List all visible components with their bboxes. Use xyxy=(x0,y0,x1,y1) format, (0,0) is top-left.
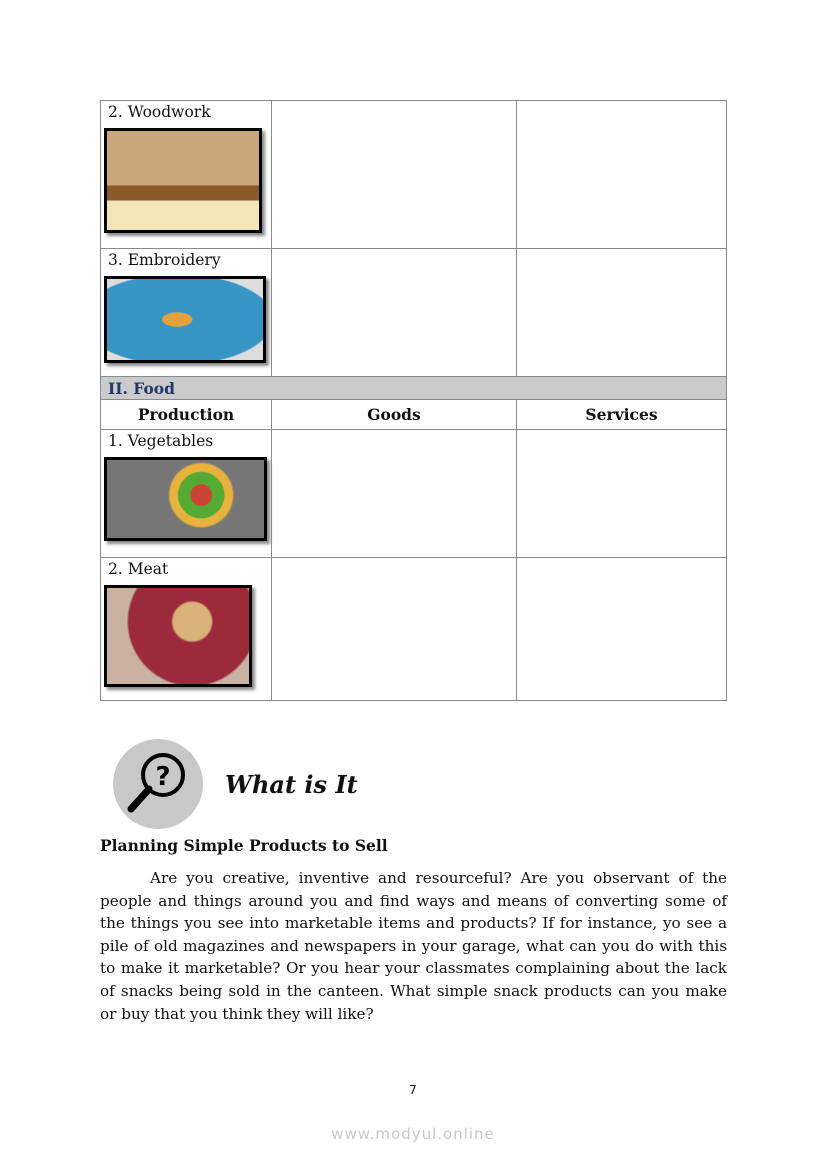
header-services: Services xyxy=(517,400,727,430)
magnifier-question-icon xyxy=(113,739,203,829)
page-number: 7 xyxy=(409,1083,417,1097)
production-cell xyxy=(101,101,272,249)
row-label: 2. Meat xyxy=(108,560,169,578)
production-table xyxy=(100,100,727,701)
goods-cell xyxy=(272,249,517,377)
section-heading: What is It xyxy=(225,770,358,799)
goods-cell xyxy=(272,101,517,249)
services-cell xyxy=(517,558,727,701)
table-row xyxy=(101,558,727,701)
services-cell xyxy=(517,249,727,377)
row-label: 3. Embroidery xyxy=(108,251,221,269)
production-cell xyxy=(101,430,272,558)
row-label: 1. Vegetables xyxy=(108,432,214,450)
vegetables-image xyxy=(104,457,267,541)
meat-image xyxy=(104,585,252,687)
body-paragraph: Are you creative, inventive and resourceful? Are you observant of the people and things around you and find ways and means of converting some of the things you see into marketable items and products? If for instance, yo see a pile of old magazines and newspapers in your garage, what can you do with this to make it marketable? Or you hear your classmates complaining about the lack of snacks being sold in the canteen. What simple snack products can you make or buy that you think they will like? xyxy=(100,869,727,1023)
goods-cell xyxy=(272,558,517,701)
production-cell xyxy=(101,249,272,377)
watermark: www.modyul.online xyxy=(331,1125,495,1143)
header-production: Production xyxy=(101,400,272,430)
services-cell xyxy=(517,101,727,249)
table-row xyxy=(101,430,727,558)
embroidery-image xyxy=(104,276,266,363)
table-row xyxy=(101,101,727,249)
header-goods: Goods xyxy=(272,400,517,430)
woodwork-image xyxy=(104,128,262,233)
table-row xyxy=(101,249,727,377)
section-title: II. Food xyxy=(101,377,727,400)
section-row xyxy=(101,377,727,400)
production-cell xyxy=(101,558,272,701)
svg-text:?: ? xyxy=(155,762,171,792)
subheading: Planning Simple Products to Sell xyxy=(100,836,388,855)
row-label: 2. Woodwork xyxy=(108,103,211,121)
header-row xyxy=(101,400,727,430)
goods-cell xyxy=(272,430,517,558)
services-cell xyxy=(517,430,727,558)
